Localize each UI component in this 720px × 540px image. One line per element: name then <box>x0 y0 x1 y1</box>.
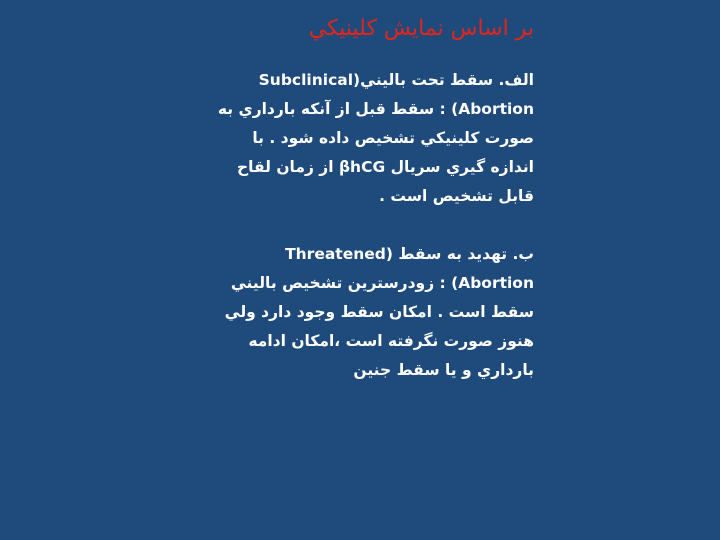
paragraph-line: صورت كلينيكي تشخيص داده شود . با <box>252 129 534 147</box>
paragraph-line: سقط است . امكان سقط وجود دارد ولي <box>224 303 534 321</box>
paragraph-line: Abortion) : زودرسترين تشخيص باليني <box>230 274 534 292</box>
paragraph-line: اندازه گيري سريال βhCG از زمان لقاح <box>236 158 534 176</box>
paragraph-subclinical-abortion <box>184 66 534 211</box>
paragraph-line: Abortion) : سقط قبل از آنكه بارداري به <box>217 100 534 118</box>
paragraph-line: الف. سقط تحت باليني(Subclinical <box>258 71 534 89</box>
paragraph-line: قابل تشخيص است . <box>379 187 534 205</box>
paragraph-line: هنوز صورت نگرفته است ،امكان ادامه <box>248 332 534 350</box>
slide-body <box>184 66 534 414</box>
paragraph-line: بارداري و يا سقط جنين <box>353 361 534 379</box>
paragraph-line: ب. تهديد به سقط (Threatened <box>285 245 534 263</box>
paragraph-threatened-abortion <box>184 240 534 385</box>
slide-title: بر اساس نمايش كلينيكي <box>308 16 534 41</box>
